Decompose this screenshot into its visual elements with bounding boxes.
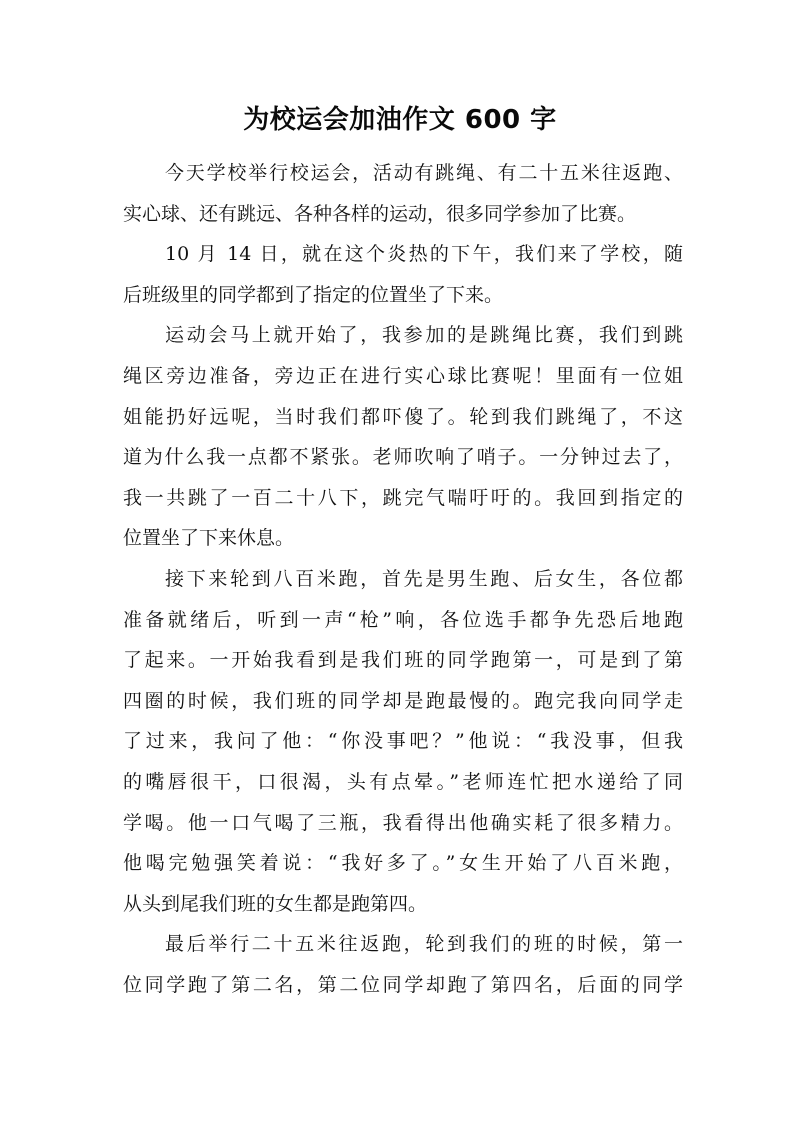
text-line: 从头到尾我们班的女生都是跑第四。 xyxy=(123,892,428,915)
text-line: 10 月 14 日，就在这个炎热的下午，我们来了学校，随 xyxy=(165,243,683,266)
text-line: 绳区旁边准备，旁边正在进行实心球比赛呢！里面有一位姐 xyxy=(123,364,683,387)
text-line: 运动会马上就开始了，我参加的是跳绳比赛，我们到跳 xyxy=(165,324,683,347)
paragraph-2 xyxy=(123,234,683,315)
text-line: 他喝完勉强笑着说：“我好多了。”女生开始了八百米跑， xyxy=(123,852,683,875)
text-line: 今天学校举行校运会，活动有跳绳、有二十五米往返跑、 xyxy=(165,162,683,184)
document-body xyxy=(123,153,683,1005)
text-line: 位置坐了下来休息。 xyxy=(123,527,295,550)
paragraph-3 xyxy=(123,315,683,559)
text-line: 姐能扔好远呢，当时我们都吓傻了。轮到我们跳绳了，不这 xyxy=(123,405,683,428)
document-title: 为校运会加油作文 600 字 xyxy=(243,105,557,135)
text-line: 了过来，我问了他：“你没事吧？”他说：“我没事，但我 xyxy=(123,730,683,753)
text-line: 的嘴唇很干，口很渴，头有点晕。”老师连忙把水递给了同 xyxy=(123,770,683,793)
paragraph-4 xyxy=(123,559,683,924)
text-line: 四圈的时候，我们班的同学却是跑最慢的。跑完我向同学走 xyxy=(123,689,683,712)
text-line: 最后举行二十五米往返跑，轮到我们的班的时候，第一 xyxy=(165,933,683,956)
text-line: 学喝。他一口气喝了三瓶，我看得出他确实耗了很多精力。 xyxy=(123,811,683,834)
text-line: 接下来轮到八百米跑，首先是男生跑、后女生，各位都 xyxy=(165,567,683,590)
text-line: 位同学跑了第二名，第二位同学却跑了第四名，后面的同学 xyxy=(123,973,683,996)
paragraph-5 xyxy=(123,924,683,1005)
text-line: 准备就绪后，听到一声“枪”响，各位选手都争先恐后地跑 xyxy=(123,608,683,631)
paragraph-1 xyxy=(123,153,683,234)
text-line: 后班级里的同学都到了指定的位置坐了下来。 xyxy=(123,283,504,306)
text-line: 我一共跳了一百二十八下，跳完气喘吁吁的。我回到指定的 xyxy=(123,486,683,509)
text-line: 了起来。一开始我看到是我们班的同学跑第一，可是到了第 xyxy=(123,649,683,672)
text-line: 道为什么我一点都不紧张。老师吹响了哨子。一分钟过去了， xyxy=(123,446,683,469)
text-line: 实心球、还有跳远、各种各样的运动，很多同学参加了比赛。 xyxy=(123,202,637,225)
